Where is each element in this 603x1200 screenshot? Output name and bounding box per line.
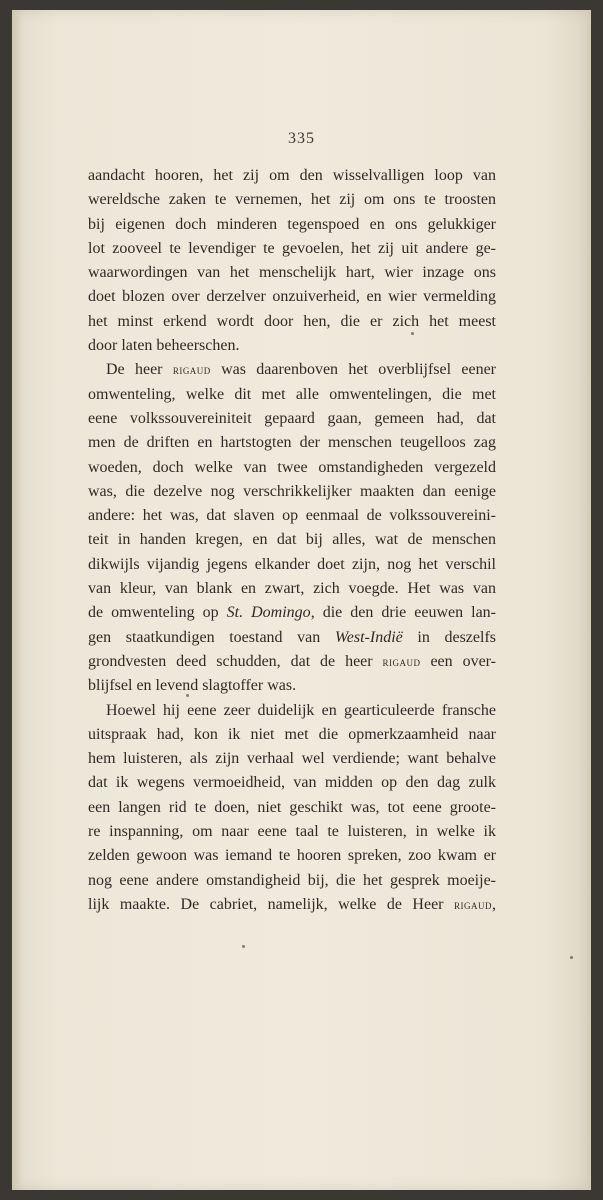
- text-line: [88, 650, 496, 674]
- line-text: uitspraak had, kon ik niet met die opmerkzaamheid naar: [88, 725, 496, 743]
- place-name-italic: West-Indië: [334, 628, 403, 646]
- line-text: was daarenboven het overblijfsel eener: [210, 361, 497, 379]
- line-text: zelden gewoon was iemand te hooren spreken, zoo kwam er: [88, 847, 496, 865]
- line-text: was, die dezelve nog verschrikkelijker maakten dan eenige: [88, 482, 496, 500]
- text-line: [88, 820, 496, 844]
- text-line: [88, 164, 496, 188]
- line-text: wereldsche zaken te vernemen, het zij om ons te troosten: [88, 191, 496, 209]
- line-text: De heer: [106, 361, 173, 379]
- text-line: [88, 213, 496, 237]
- line-text: doet blozen over derzelver onzuiverheid, en wier vermelding: [88, 288, 496, 306]
- line-text: men de driften en hartstogten der menschen teugelloos zag: [88, 434, 496, 452]
- text-line: [88, 869, 496, 893]
- line-text: eene volkssouvereiniteit gepaard gaan, gemeen had, dat: [88, 409, 496, 427]
- line-text: re inspanning, om naar eene taal te luisteren, in welke ik: [88, 823, 496, 841]
- line-text: aandacht hooren, het zij om den wisselvalligen loop van: [88, 167, 496, 184]
- line-text: door laten beheerschen.: [88, 337, 240, 355]
- body-text: [88, 164, 496, 917]
- text-line: [88, 771, 496, 795]
- name-small-caps: rigaud: [172, 362, 211, 378]
- place-name-italic: St. Domingo: [226, 604, 311, 622]
- line-text: gen staatkundigen toestand van: [88, 628, 335, 646]
- line-text: een over-: [420, 652, 497, 670]
- line-text: lot zooveel te levendiger te gevoelen, het zij uit andere ge-: [88, 239, 496, 257]
- line-text: waarwordingen van het menschelijk hart, wier inzage ons: [88, 264, 496, 282]
- paper-speck: [186, 694, 189, 697]
- text-line: [88, 796, 496, 820]
- text-line: [88, 844, 496, 868]
- line-text: een langen rid te doen, niet geschikt was, tot eene groote-: [88, 798, 496, 816]
- line-text: nog eene andere omstandigheid bij, die het gesprek moeije-: [88, 871, 496, 889]
- text-line: [88, 674, 496, 698]
- name-small-caps: rigaud: [382, 653, 421, 669]
- text-line: [88, 528, 496, 552]
- text-line: [88, 747, 496, 771]
- line-text: grondvesten deed schudden, dat de heer: [88, 652, 383, 670]
- text-line: [88, 626, 496, 650]
- page-gutter-shadow: [12, 10, 22, 1190]
- line-text: omwenteling, welke dit met alle omwentelingen, die met: [88, 385, 496, 403]
- line-text: in deszelfs: [402, 628, 497, 646]
- text-line: [88, 310, 496, 334]
- text-line: [88, 601, 496, 625]
- text-line: [88, 577, 496, 601]
- text-line: [88, 456, 496, 480]
- line-text: bij eigenen doch minderen tegenspoed en ons gelukkiger: [88, 215, 496, 233]
- line-text: het minst erkend wordt door hen, die er zich het meest: [88, 312, 496, 330]
- page-number: 335: [288, 130, 315, 147]
- text-line: [88, 504, 496, 528]
- text-line: [88, 723, 496, 747]
- text-line: [88, 407, 496, 431]
- line-text: lijk maakte. De cabriet, namelijk, welke de Heer: [88, 895, 454, 913]
- line-text: woeden, doch welke van twee omstandigheden vergezeld: [88, 458, 496, 476]
- text-line: [88, 358, 496, 382]
- line-text: teit in handen kregen, en dat bij alles, wat de menschen: [88, 531, 496, 549]
- paper-speck: [242, 945, 245, 948]
- line-text: van kleur, van blank en zwart, zich voegde. Het was van: [88, 580, 496, 598]
- text-line: [88, 334, 496, 358]
- text-line: [88, 431, 496, 455]
- text-line: [88, 237, 496, 261]
- text-line: [88, 553, 496, 577]
- text-line: [88, 188, 496, 212]
- book-page: [12, 10, 591, 1190]
- name-small-caps: rigaud: [454, 896, 492, 912]
- paper-speck: [411, 332, 414, 335]
- text-line: [88, 893, 496, 917]
- line-text: hem luisteren, als zijn verhaal wel verdiende; want behalve: [88, 750, 496, 768]
- line-text: de omwenteling op: [88, 604, 227, 622]
- line-text: ,: [492, 895, 496, 913]
- text-line: [88, 285, 496, 309]
- text-line: [88, 261, 496, 285]
- line-text: andere: het was, dat slaven op eenmaal de volkssouvereini-: [88, 507, 496, 525]
- paper-speck: [570, 956, 573, 959]
- text-line: [88, 699, 496, 723]
- line-text: , die den drie eeuwen lan-: [310, 604, 496, 622]
- text-line: [88, 383, 496, 407]
- line-text: dat ik wegens vermoeidheid, van midden op den dag zulk: [88, 774, 496, 792]
- line-text: dikwijls vijandig jegens elkander doet zijn, nog het verschil: [88, 555, 496, 573]
- line-text: Hoewel hij eene zeer duidelijk en gearticuleerde fransche: [106, 701, 496, 719]
- line-text: blijfsel en levend slagtoffer was.: [88, 677, 297, 695]
- text-line: [88, 480, 496, 504]
